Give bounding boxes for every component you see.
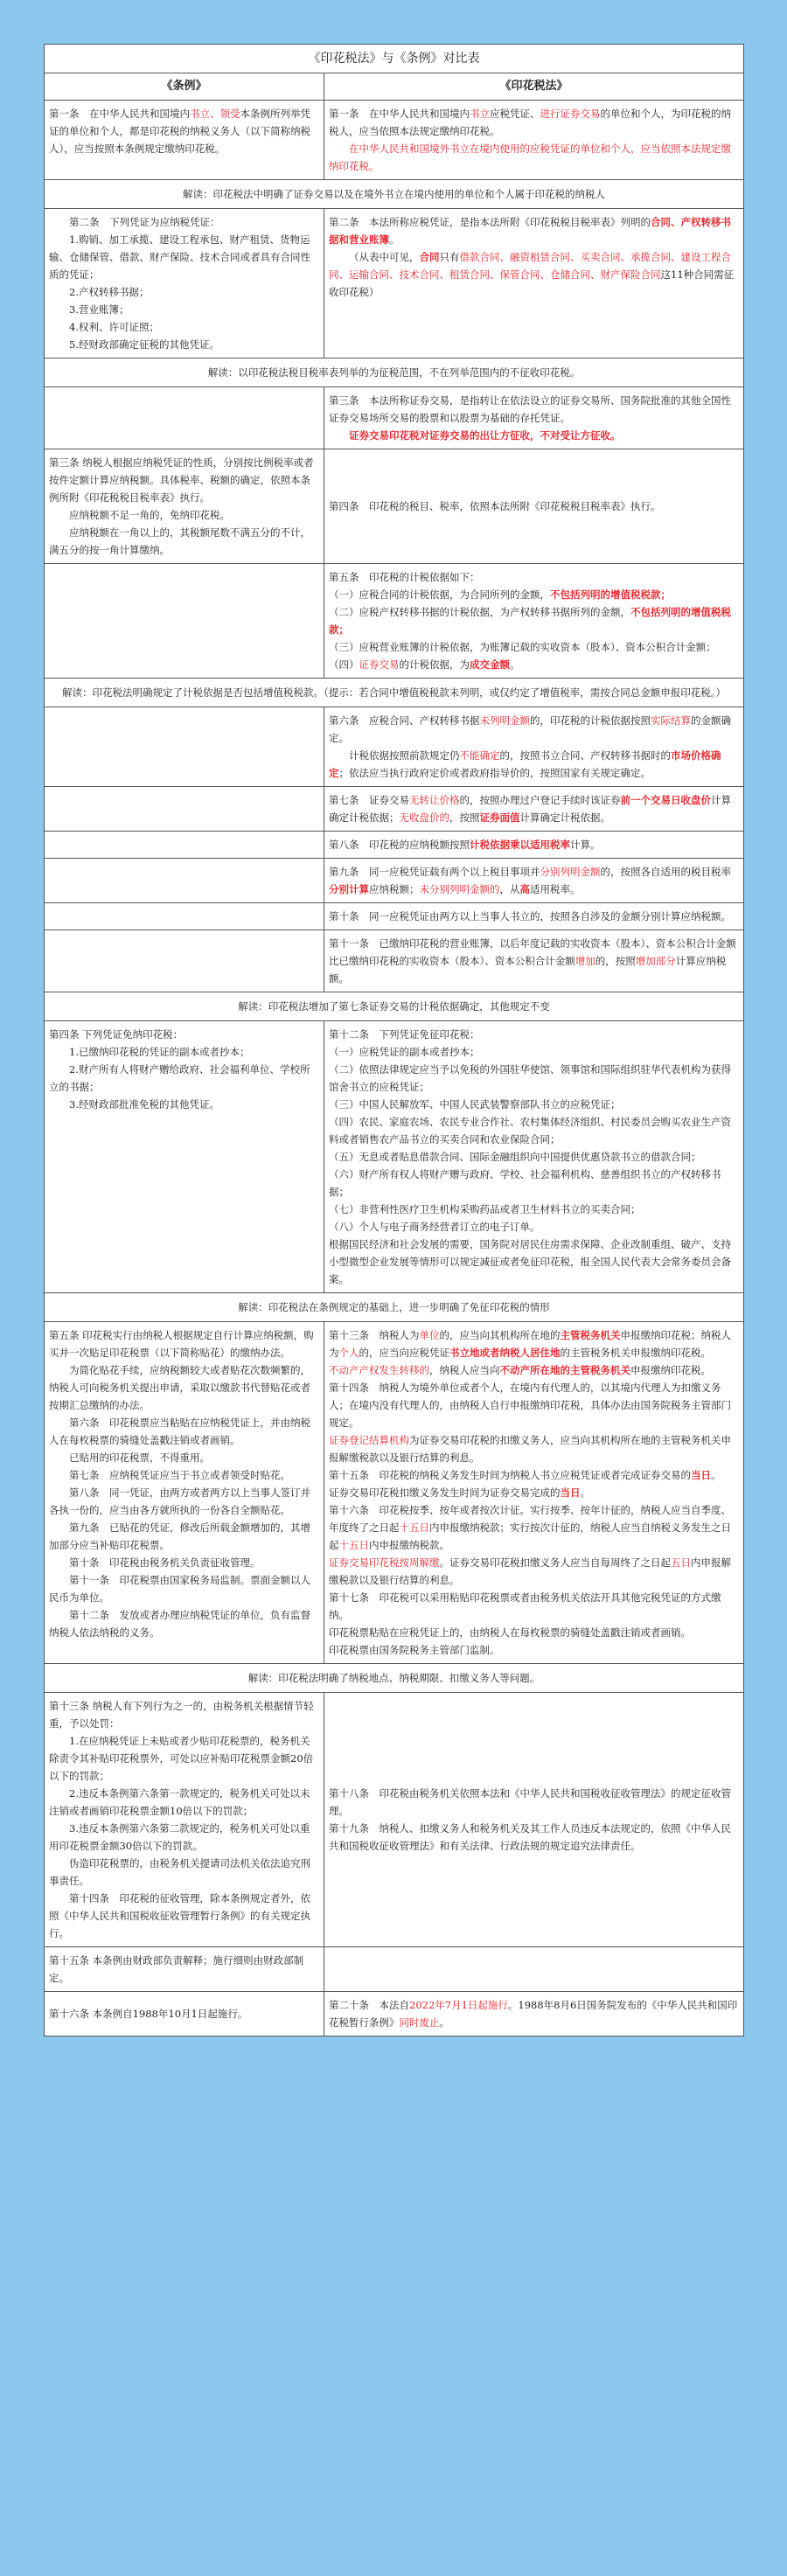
law-articles-13-17: 第十三条 纳税人为单位的，应当向其机构所在地的主管税务机关申报缴纳印花税；纳税人为个人的，应当向应税凭证书立地或者纳税人居住地的主管税务机关申报缴纳印花税。 不动产产权发生转移的，纳税人应当向不动产所在地的主管税务机关申报缴纳印花税。 第十四条 纳税人为境外单位或者个人，在境内有代理人的，以其境内代理人为扣缴义务人；在境内没有代理人的，由纳税人自行申报缴纳印花税，具体办法由国务院税务主管部门规定。 证券登记结算机构为证券交易印花税的扣缴义务人，应当向其机构所在地的主管税务机关申报解缴税款以及银行结算的利息。 第十五条 印花税的纳税义务发生时间为纳税人书立应税凭证或者完成证券交易的当日。 证券交易印花税扣缴义务发生时间为证券交易完成的当日。 第十六条 印花税按季、按年或者按次计征。实行按季、按年计征的，纳税人应当自季度、年度终了之日起十五日内申报缴纳税款；实行按次计征的，纳税人应当自纳税义务发生之日起十五日内申报缴纳税款。 证券交易印花税按周解缴。证券交易印花税扣缴义务人应当自每周终了之日起五日内申报解缴税款以及银行结算的利息。 第十七条 印花税可以采用粘贴印花税票或者由税务机关依法开具其他完税凭证的方式缴纳。 印花税票粘贴在应税凭证上的，由纳税人在每枚税票的骑缝处盖戳注销或者画销。 印花税票由国务院税务主管部门监制。 — [324, 1322, 744, 1664]
regulation-empty-cell — [45, 387, 324, 449]
table-row — [45, 707, 744, 787]
table-row — [45, 1992, 744, 2036]
table-row — [45, 832, 744, 859]
law-empty-cell — [324, 1947, 744, 1992]
regulation-empty-cell — [45, 859, 324, 903]
interpretation-note: 解读：以印花税法税目税率表列举的为征税范围，不在列举范围内的不征收印花税。 — [45, 359, 744, 387]
regulation-article-1: 第一条 在中华人民共和国境内书立、领受本条例所列举凭证的单位和个人，都是印花税的纳税义务人（以下简称纳税人），应当按照本条例规定缴纳印花税。 — [45, 101, 324, 180]
law-article-8: 第八条 印花税的应纳税额按照计税依据乘以适用税率计算。 — [324, 832, 744, 859]
law-article-9: 第九条 同一应税凭证载有两个以上税目事项并分别列明金额的，按照各自适用的税目税率分别计算应纳税额；未分别列明金额的，从高适用税率。 — [324, 859, 744, 903]
table-row — [45, 787, 744, 832]
regulation-articles-5-12: 第五条 印花税实行由纳税人根据规定自行计算应纳税额，购买并一次贴足印花税票（以下简称贴花）的缴纳办法。 为简化贴花手续，应纳税额较大或者贴花次数频繁的，纳税人可向税务机关提出申请，采取以缴款书代替贴花或者按期汇总缴纳的办法。 第六条 印花税票应当粘贴在应纳税凭证上，并由纳税人在每枚税票的骑缝处盖戳注销或者画销。 已贴用的印花税票，不得重用。 第七条 应纳税凭证应当于书立或者领受时贴花。 第八条 同一凭证，由两方或者两方以上当事人签订并各执一份的，应当由各方就所执的一份各自全额贴花。 第九条 已贴花的凭证，修改后所载金额增加的，其增加部分应当补贴印花税票。 第十条 印花税由税务机关负责征收管理。 第十一条 印花税票由国家税务局监制。票面金额以人民币为单位。 第十二条 发放或者办理应纳税凭证的单位，负有监督纳税人依法纳税的义务。 — [45, 1322, 324, 1664]
regulation-empty-cell — [45, 787, 324, 832]
regulation-empty-cell — [45, 832, 324, 859]
law-article-11: 第十一条 已缴纳印花税的营业账簿，以后年度记载的实收资本（股本）、资本公积合计金额比已缴纳印花税的实收资本（股本）、资本公积合计金额增加的，按照增加部分计算应纳税额。 — [324, 930, 744, 992]
regulation-article-4: 第四条 下列凭证免纳印花税： 1.已缴纳印花税的凭证的副本或者抄本； 2.财产所有人将财产赠给政府、社会福利单位、学校所立的书据； 3.经财政部批准免税的其他凭证。 — [45, 1021, 324, 1293]
table-row — [45, 101, 744, 180]
law-article-5: 第五条 印花税的计税依据如下： （一）应税合同的计税依据，为合同所列的金额，不包括列明的增值税税款； （二）应税产权转移书据的计税依据，为产权转移书据所列的金额，不包括列明的增值税税款； （三）应税营业账簿的计税依据，为账簿记载的实收资本（股本）、资本公积合计金额； （四）证券交易的计税依据，为成交金额。 — [324, 564, 744, 679]
interpretation-note: 解读：印花税法中明确了证券交易以及在境外书立在境内使用的单位和个人属于印花税的纳税人 — [45, 180, 744, 209]
regulation-articles-13-14: 第十三条 纳税人有下列行为之一的，由税务机关根据情节轻重，予以处罚： 1.在应纳税凭证上未贴或者少贴印花税票的，税务机关除责令其补贴印花税票外，可处以应补贴印花税票金额20倍以下的罚款； 2.违反本条例第六条第一款规定的，税务机关可处以未注销或者画销印花税票金额10倍以下的罚款； 3.违反本条例第六条第二款规定的，税务机关可处以重用印花税票金额30倍以下的罚款。 伪造印花税票的，由税务机关提请司法机关依法追究刑事责任。 第十四条 印花税的征收管理，除本条例规定者外，依照《中华人民共和国税收征收管理暂行条例》的有关规定执行。 — [45, 1693, 324, 1947]
law-article-3: 第三条 本法所称证券交易，是指转让在依法设立的证券交易所、国务院批准的其他全国性证券交易场所交易的股票和以股票为基础的存托凭证。 证券交易印花税对证券交易的出让方征收，不对受让方征收。 — [324, 387, 744, 449]
regulation-article-16: 第十六条 本条例自1988年10月1日起施行。 — [45, 1992, 324, 2036]
header-law: 《印花税法》 — [324, 73, 744, 101]
law-article-12: 第十二条 下列凭证免征印花税： （一）应税凭证的副本或者抄本； （二）依照法律规定应当予以免税的外国驻华使馆、领事馆和国际组织驻华代表机构为获得馆舍书立的应税凭证； （三）中国人民解放军、中国人民武装警察部队书立的应税凭证； （四）农民、家庭农场、农民专业合作社、农村集体经济组织、村民委员会购买农业生产资料或者销售农产品书立的买卖合同和农业保险合同； （五）无息或者贴息借款合同、国际金融组织向中国提供优惠贷款书立的借款合同； （六）财产所有权人将财产赠与政府、学校、社会福利机构、慈善组织书立的产权转移书据； （七）非营利性医疗卫生机构采购药品或者卫生材料书立的买卖合同； （八）个人与电子商务经营者订立的电子订单。 根据国民经济和社会发展的需要，国务院对居民住房需求保障、企业改制重组、破产、支持小型微型企业发展等情形可以规定减征或者免征印花税，报全国人民代表大会常务委员会备案。 — [324, 1021, 744, 1293]
interpretation-note: 解读：印花税法明确规定了计税依据是否包括增值税税款。（提示：若合同中增值税税款未列明，或仅约定了增值税率，需按合同总金额申报印花税。） — [45, 679, 744, 707]
regulation-empty-cell — [45, 903, 324, 930]
law-article-7: 第七条 证券交易无转让价格的，按照办理过户登记手续时该证券前一个交易日收盘价计算确定计税依据；无收盘价的，按照证券面值计算确定计税依据。 — [324, 787, 744, 832]
interpretation-note: 解读：印花税法增加了第七条证券交易的计税依据确定，其他规定不变 — [45, 992, 744, 1021]
law-article-6: 第六条 应税合同、产权转移书据未列明金额的，印花税的计税依据按照实际结算的金额确定。 计税依据按照前款规定仍不能确定的，按照书立合同、产权转移书据时的市场价格确定；依法应当执行政府定价或者政府指导价的，按照国家有关规定确定。 — [324, 707, 744, 787]
law-article-10: 第十条 同一应税凭证由两方以上当事人书立的，按照各自涉及的金额分别计算应纳税额。 — [324, 903, 744, 930]
table-row — [45, 449, 744, 564]
table-title: 《印花税法》与《条例》对比表 — [45, 45, 744, 73]
law-article-2: 第二条 本法所称应税凭证，是指本法所附《印花税税目税率表》列明的合同、产权转移书据和营业账簿。 （从表中可见，合同只有借款合同、融资租赁合同、买卖合同、承揽合同、建设工程合同、运输合同、技术合同、租赁合同、保管合同、仓储合同、财产保险合同这11种合同需征收印花税） — [324, 209, 744, 359]
table-row — [45, 1021, 744, 1293]
regulation-empty-cell — [45, 707, 324, 787]
regulation-empty-cell — [45, 564, 324, 679]
table-row — [45, 1322, 744, 1664]
regulation-empty-cell — [45, 930, 324, 992]
table-row — [45, 930, 744, 992]
table-row — [45, 859, 744, 903]
law-article-4: 第四条 印花税的税目、税率，依照本法所附《印花税税目税率表》执行。 — [324, 449, 744, 564]
table-row — [45, 903, 744, 930]
table-row — [45, 1693, 744, 1947]
law-article-1: 第一条 在中华人民共和国境内书立应税凭证、进行证券交易的单位和个人，为印花税的纳税人，应当依照本法规定缴纳印花税。 在中华人民共和国境外书立在境内使用的应税凭证的单位和个人，应当依照本法规定缴纳印花税。 — [324, 101, 744, 180]
table-row — [45, 209, 744, 359]
law-article-20: 第二十条 本法自2022年7月1日起施行。1988年8月6日国务院发布的《中华人民共和国印花税暂行条例》同时废止。 — [324, 1992, 744, 2036]
regulation-article-15: 第十五条 本条例由财政部负责解释；施行细则由财政部制定。 — [45, 1947, 324, 1992]
header-regulation: 《条例》 — [45, 73, 324, 101]
comparison-document — [44, 44, 743, 2036]
comparison-table — [44, 44, 744, 2036]
table-row — [45, 564, 744, 679]
interpretation-note: 解读：印花税法在条例规定的基础上，进一步明确了免征印花税的情形 — [45, 1293, 744, 1322]
interpretation-note: 解读：印花税法明确了纳税地点、纳税期限、扣缴义务人等问题。 — [45, 1664, 744, 1693]
table-row — [45, 387, 744, 449]
law-articles-18-19: 第十八条 印花税由税务机关依照本法和《中华人民共和国税收征收管理法》的规定征收管理。 第十九条 纳税人、扣缴义务人和税务机关及其工作人员违反本法规定的，依照《中华人民共和国税收征收管理法》和有关法律、行政法规的规定追究法律责任。 — [324, 1693, 744, 1947]
regulation-article-3: 第三条 纳税人根据应纳税凭证的性质，分别按比例税率或者按件定额计算应纳税额。具体税率、税额的确定，依照本条例所附《印花税税目税率表》执行。 应纳税额不足一角的，免纳印花税。 应纳税额在一角以上的，其税额尾数不满五分的不计，满五分的按一角计算缴纳。 — [45, 449, 324, 564]
regulation-article-2: 第二条 下列凭证为应纳税凭证： 1.购销、加工承揽、建设工程承包、财产租赁、货物运输、仓储保管、借款、财产保险、技术合同或者具有合同性质的凭证； 2.产权转移书据； 3.营业账簿； 4.权利、许可证照； 5.经财政部确定征税的其他凭证。 — [45, 209, 324, 359]
table-row — [45, 1947, 744, 1992]
